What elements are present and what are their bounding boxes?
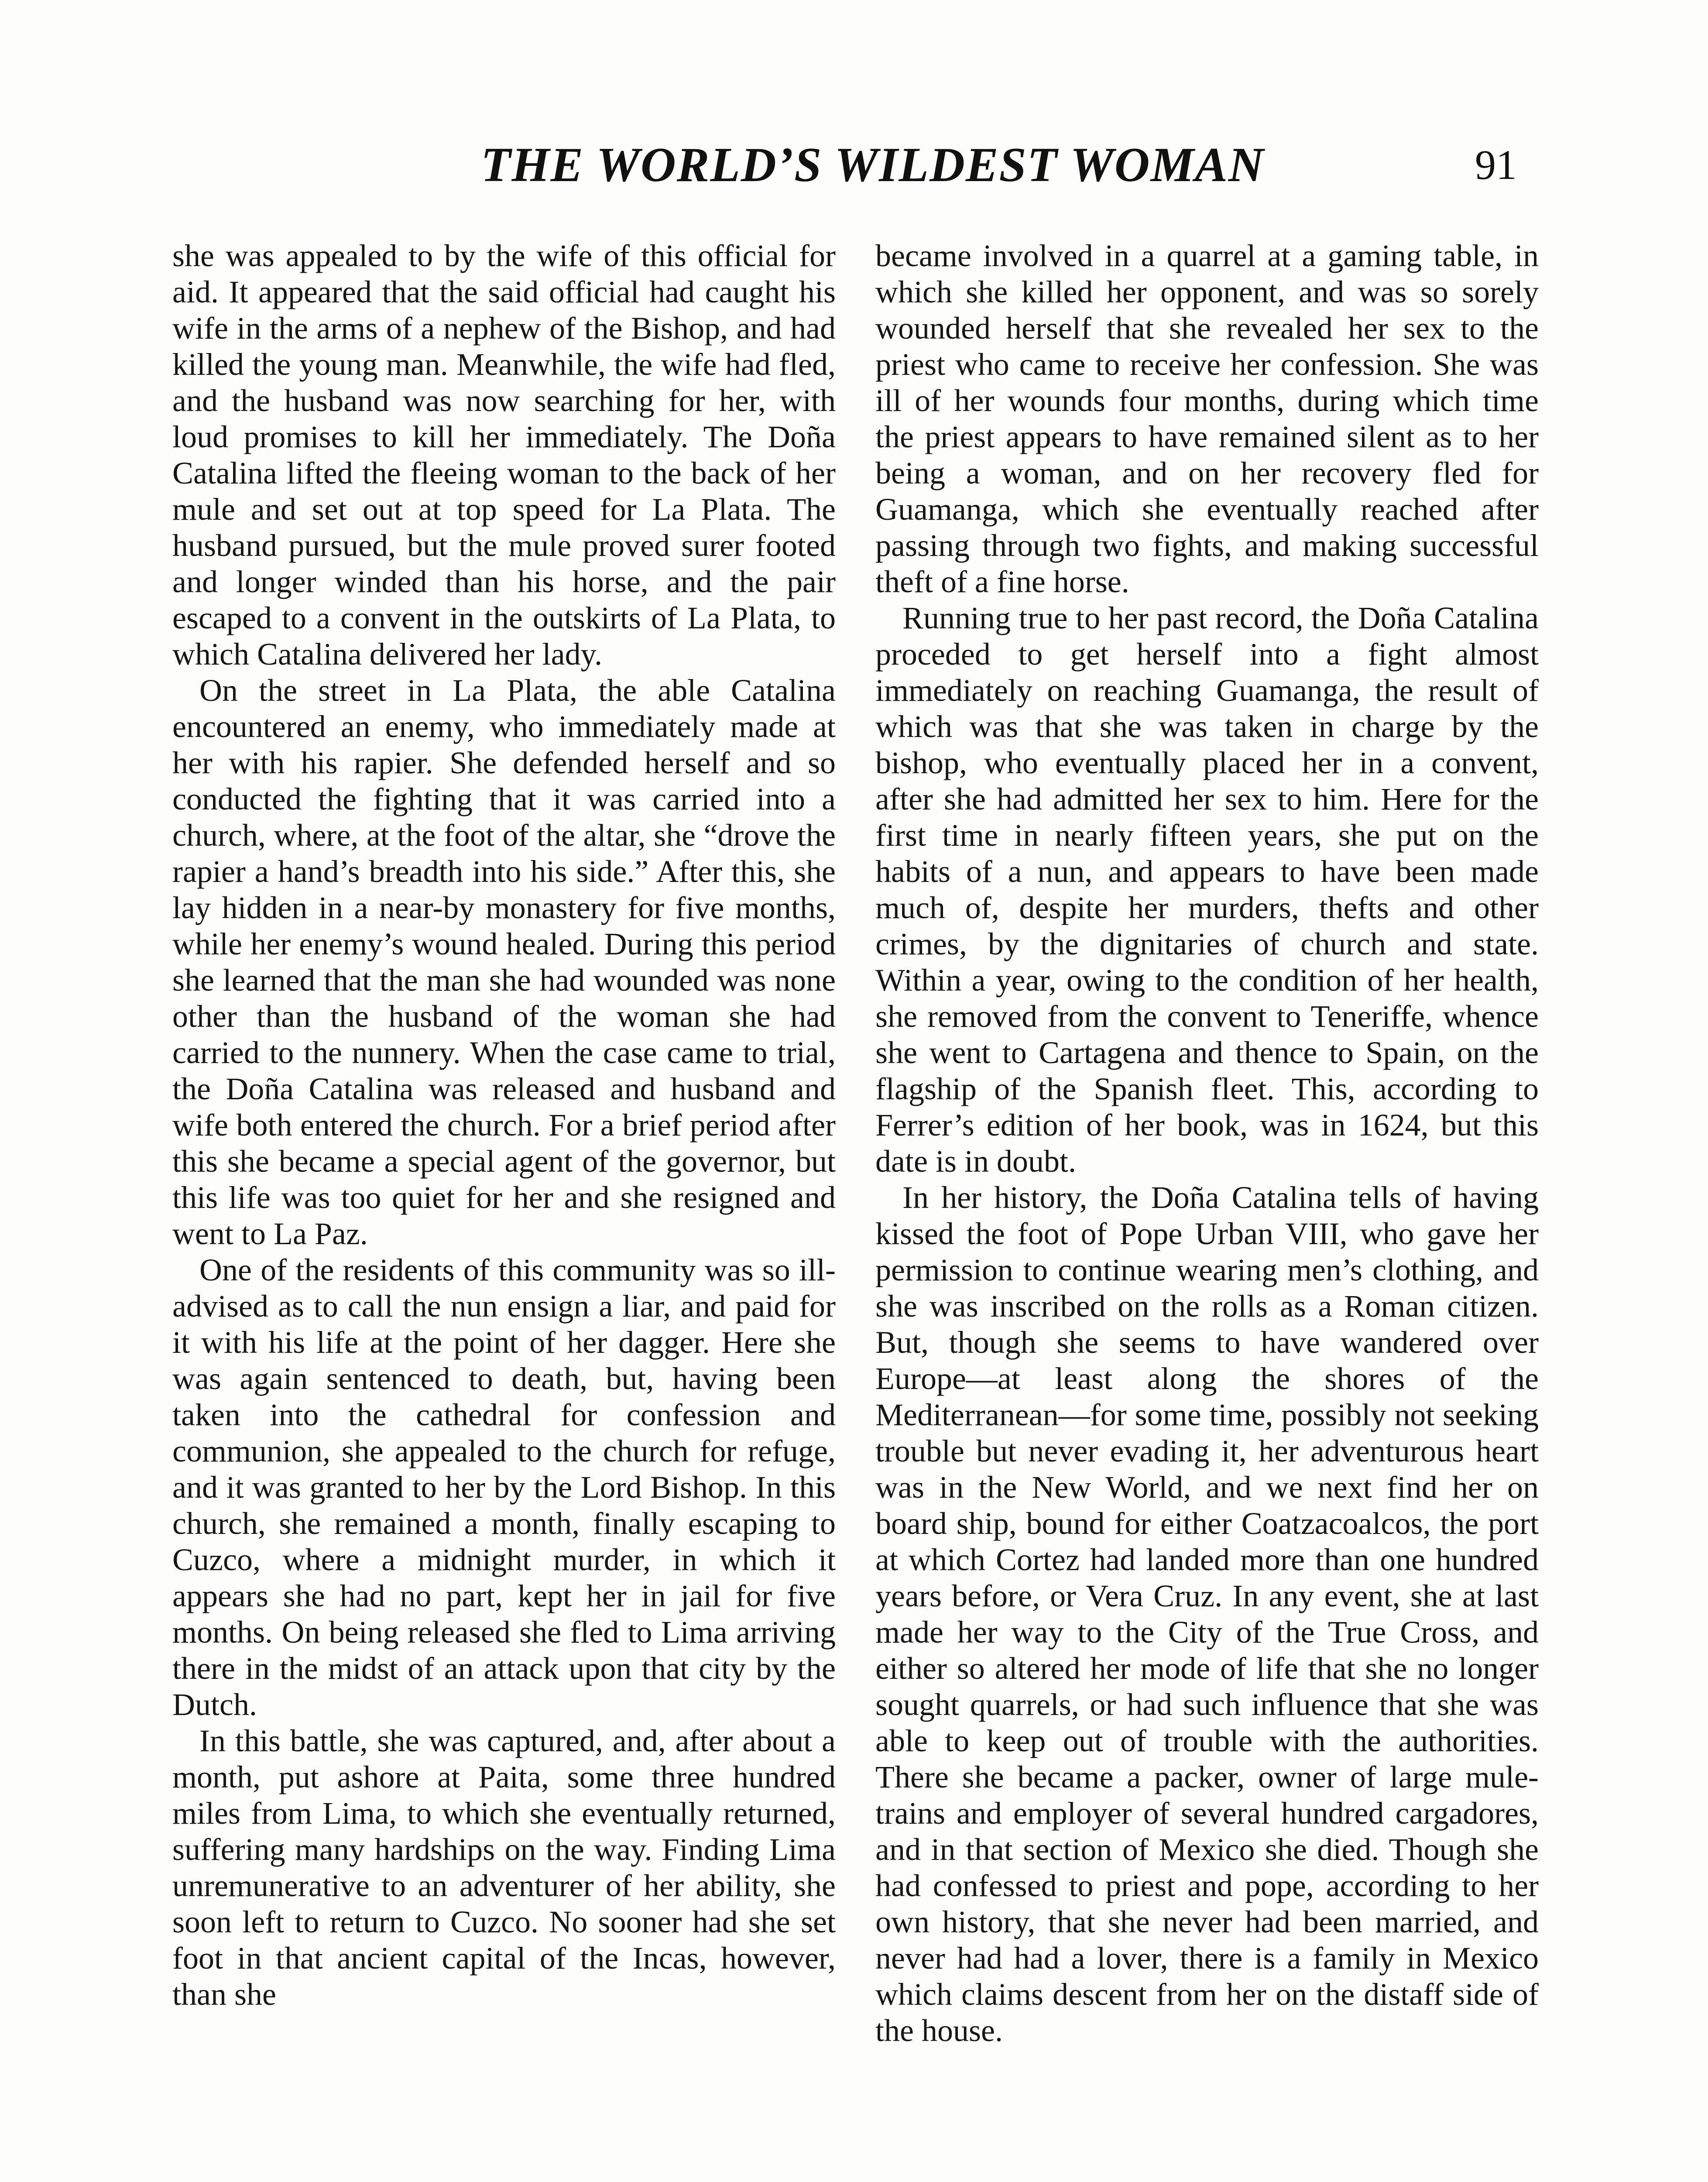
paragraph: became involved in a quarrel at a gaming table, in which she killed her opponent, and was so sorely wounded herself that she revealed her sex to the priest who came to receive her confession. She was ill of her wounds four months, during which time the priest appears to have remained silent as to her being a woman, and on her recovery fled for Guamanga, which she eventually reached after passing through two fights, and making successful theft of a fine horse. bbox=[875, 238, 1539, 599]
paragraph: In her history, the Doña Catalina tells of having kissed the foot of Pope Urban VIII, who gave her permission to continue wearing men’s clothing, and she was inscribed on the rolls as a Roman citizen. But, though she seems to have wandered over Europe—at least along the shores of the Mediterranean—for some time, possibly not seeking trouble but never evading it, her adventurous heart was in the New World, and we next find her on board ship, bound for either Coatzacoalcos, the port at which Cortez had landed more than one hundred years before, or Vera Cruz. In any event, she at last made her way to the City of the True Cross, and either so altered her mode of life that she no longer sought quarrels, or had such influence that she was able to keep out of trouble with the authorities. There she became a packer, owner of large mule-trains and employer of several hundred cargadores, and in that section of Mexico she died. Though she had confessed to priest and pope, according to her own history, that she never had been married, and never had had a lover, there is a family in Mexico which claims descent from her on the distaff side of the house. bbox=[875, 1180, 1539, 2048]
left-column bbox=[172, 238, 836, 2013]
paragraph: One of the residents of this community was so ill-advised as to call the nun ensign a liar, and paid for it with his life at the point of her dagger. Here she was again sentenced to death, but, having been taken into the cathedral for confession and communion, she appealed to the church for refuge, and it was granted to her by the Lord Bishop. In this church, she remained a month, finally escaping to Cuzco, where a midnight murder, in which it appears she had no part, kept her in jail for five months. On being released she fled to Lima arriving there in the midst of an attack upon that city by the Dutch. bbox=[172, 1252, 836, 1722]
paragraph: Running true to her past record, the Doña Catalina proceded to get herself into a fight almost immediately on reaching Guamanga, the result of which was that she was taken in charge by the bishop, who eventually placed her in a convent, after she had admitted her sex to him. Here for the first time in nearly fifteen years, she put on the habits of a nun, and appears to have been made much of, despite her murders, thefts and other crimes, by the dignitaries of church and state. Within a year, owing to the condition of her health, she removed from the convent to Teneriffe, whence she went to Cartagena and thence to Spain, on the flagship of the Spanish fleet. This, according to Ferrer’s edition of her book, was in 1624, but this date is in doubt. bbox=[875, 600, 1539, 1179]
running-title: THE WORLD’S WILDEST WOMAN bbox=[481, 138, 1265, 192]
page-number: 91 bbox=[1475, 141, 1517, 188]
paragraph: In this battle, she was captured, and, after about a month, put ashore at Paita, some three hundred miles from Lima, to which she eventually returned, suffering many hardships on the way. Finding Lima unremunerative to an adventurer of her ability, she soon left to return to Cuzco. No sooner had she set foot in that ancient capital of the Incas, however, than she bbox=[172, 1723, 836, 2012]
right-column bbox=[875, 238, 1539, 2049]
paragraph: On the street in La Plata, the able Catalina encountered an enemy, who immediately made at her with his rapier. She defended herself and so conducted the fighting that it was carried into a church, where, at the foot of the altar, she “drove the rapier a hand’s breadth into his side.” After this, she lay hidden in a near-by monastery for five months, while her enemy’s wound healed. During this period she learned that the man she had wounded was none other than the husband of the woman she had carried to the nunnery. When the case came to trial, the Doña Catalina was released and husband and wife both entered the church. For a brief period after this she became a special agent of the governor, but this life was too quiet for her and she resigned and went to La Paz. bbox=[172, 673, 836, 1251]
paragraph: she was appealed to by the wife of this official for aid. It appeared that the said official had caught his wife in the arms of a nephew of the Bishop, and had killed the young man. Meanwhile, the wife had fled, and the husband was now searching for her, with loud promises to kill her immediately. The Doña Catalina lifted the fleeing woman to the back of her mule and set out at top speed for La Plata. The husband pursued, but the mule proved surer footed and longer winded than his horse, and the pair escaped to a convent in the outskirts of La Plata, to which Catalina delivered her lady. bbox=[172, 238, 836, 672]
